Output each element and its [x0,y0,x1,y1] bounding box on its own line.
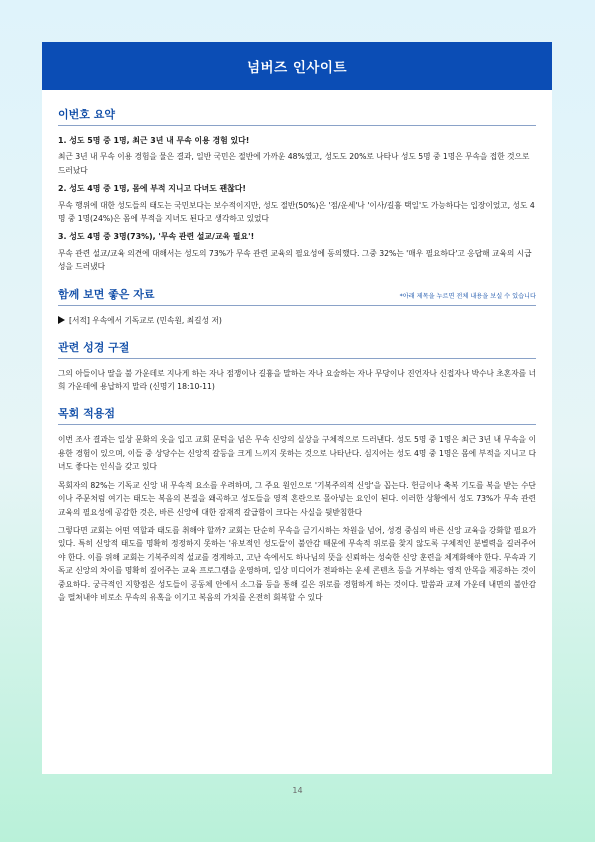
summary-title: 이번호 요약 [58,108,115,121]
application-paragraph-3: 그렇다면 교회는 어떤 역할과 태도를 취해야 할까? 교회는 단순히 무속을 금기시하는 차원을 넘어, 성경 중심의 바른 신앙 교육을 강화할 필요가 있다. 특히 신앙적 태도를 명확히 정정하지 못하는 '유보적인 성도들'이 불안감 때문에 무속적 위로를 찾지 않도록 구체적인 분별력을 길러주어야 한다. 이를 위해 교회는 기복주의적 설교를 경계하고, 고난 속에서도 하나님의 뜻을 신뢰하는 성숙한 신앙 훈련을 체계화해야 한다. 무속과 기독교 신앙의 차이를 명확히 짚어주는 교육 프로그램을 운영하며, 일상 미디어가 전파하는 운세 콘텐츠 등을 거부하는 영적 안목을 제공하는 것이 중요하다. 궁극적인 지향점은 성도들이 공동체 안에서 소그룹 등을 통해 깊은 위로를 경험하게 하는 것이다. 말씀과 교제 가운데 내면의 불안감을 떨쳐내야 비로소 무속의 유혹을 이기고 복음의 가치를 온전히 회복할 수 있다 [58,525,536,602]
summary-section-header [58,106,536,126]
related-section-header [58,286,536,306]
summary-heading-1: 1. 성도 5명 중 1명, 최근 3년 내 무속 이용 경험 있다! [58,136,250,145]
report-page [42,42,552,774]
related-note: *아래 제목을 누르면 전체 내용을 보실 수 있습니다 [399,292,536,300]
application-paragraph-2: 목회자의 82%는 기독교 신앙 내 무속적 요소를 우려하며, 그 주요 원인으로 '기복주의적 신앙'을 꼽는다. 헌금이나 축복 기도를 복을 받는 수단이나 주문처럼 여기는 태도는 복음의 본질을 왜곡하고 성도들을 영적 혼란으로 몰아넣는 요인이 된다. 이러한 상황에서 성도 73%가 무속 관련 교육의 필요성에 공감한 것은, 바른 신앙에 대한 잠재적 갈급함이 크다는 사실을 뒷받침한다 [58,480,536,517]
related-link-text[interactable]: [서적] 우속에서 기독교로 (민속원, 최길성 저) [69,315,222,325]
scripture-text: 그의 아들이나 딸을 불 가운데로 지나게 하는 자나 점쟁이나 길흉을 말하는 자나 요술하는 자나 무당이나 진언자나 신접자나 박수나 초혼자를 너희 가운데에 용납하지 말라 (신명기 18:10-11) [58,368,536,392]
content-area [42,90,552,604]
application-paragraph-1: 이번 조사 결과는 일상 문화의 옷을 입고 교회 문턱을 넘은 무속 신앙의 실상을 구체적으로 드러낸다. 성도 5명 중 1명은 최근 3년 내 무속을 이용한 경험이 있으며, 이들 중 상당수는 신앙적 갈등을 크게 느끼지 못하는 것으로 나타난다. 심지어는 성도 4명 중 1명은 몸에 부적을 지니고 다녀도 좋다는 인식을 갖고 있다 [58,435,536,472]
summary-body-2: 무속 행위에 대한 성도들의 태도는 국민보다는 보수적이지만, 성도 절반(50%)은 '점/운세'나 '이사/길흉 택일'도 가능하다는 입장이었고, 성도 4명 중 1명(24%)은 몸에 부적을 지녀도 된다고 생각하고 있었다 [58,200,535,224]
play-triangle-icon [58,316,65,324]
application-title: 목회 적용점 [58,407,115,421]
application-section-header [58,405,536,425]
banner-title: 넘버즈 인사이트 [247,60,347,76]
related-title: 함께 보면 좋은 자료 [58,287,155,301]
summary-body-1: 최근 3년 내 무속 이용 경험을 물은 결과, 일반 국민은 절반에 가까운 48%였고, 성도도 20%로 나타나 성도 5명 중 1명은 무속을 접한 것으로 드러났다 [58,152,530,175]
summary-heading-2: 2. 성도 4명 중 1명, 몸에 부적 지니고 다녀도 괜찮다! [58,184,246,194]
scripture-title: 관련 성경 구절 [58,340,130,354]
page-number: 14 [292,786,303,795]
summary-heading-3: 3. 성도 4명 중 3명(73%), '무속 관련 설교/교육 필요'! [58,232,255,242]
related-link[interactable] [58,314,536,327]
scripture-section-header [58,339,536,359]
header-banner [42,42,552,90]
summary-body-3: 무속 관련 설교/교육 의견에 대해서는 성도의 73%가 무속 관련 교육의 필요성에 동의했다. 그중 32%는 '매우 필요하다'고 응답해 교육의 시급성을 드러냈다 [58,248,532,272]
